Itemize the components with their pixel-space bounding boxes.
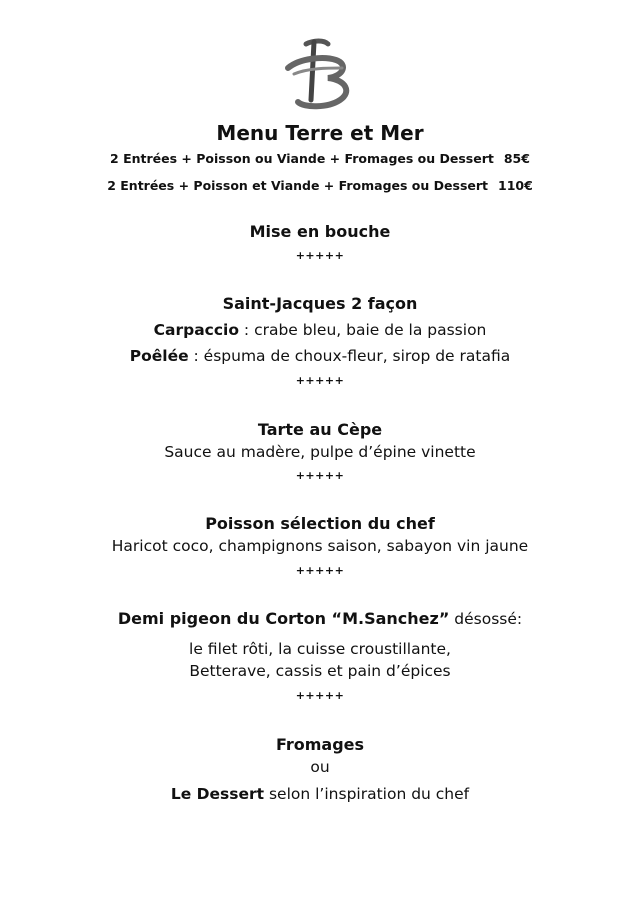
course-4-desc: Haricot coco, champignons saison, sabayon vin jaune xyxy=(111,537,529,555)
course-6-dessert-text: selon l’inspiration du chef xyxy=(264,785,470,803)
separator: +++++ xyxy=(295,469,345,482)
separator: +++++ xyxy=(295,249,345,262)
course-5-desc-2: Betterave, cassis et pain d’épices xyxy=(189,662,451,680)
course-2-line-2 xyxy=(0,347,640,365)
course-6-title: Fromages xyxy=(275,735,365,754)
menu-title: Menu Terre et Mer xyxy=(216,121,424,145)
course-5-desc-1: le filet rôti, la cuisse croustillante, xyxy=(189,640,451,658)
separator: +++++ xyxy=(295,374,345,387)
course-1-title: Mise en bouche xyxy=(249,222,391,241)
price-line-2 xyxy=(0,178,640,193)
course-6-dessert-line xyxy=(0,785,640,803)
course-2-title: Saint-Jacques 2 façon xyxy=(222,294,418,313)
separator: +++++ xyxy=(295,689,345,702)
restaurant-logo-icon xyxy=(284,38,356,112)
course-2-line-2-label: Poêlée xyxy=(129,347,189,365)
course-2-line-1 xyxy=(0,321,640,339)
course-2-line-1-label: Carpaccio xyxy=(153,321,239,339)
course-6-or: ou xyxy=(310,758,330,776)
price-line-2-text: 2 Entrées + Poisson et Viande + Fromages ou Dessert xyxy=(107,178,488,193)
course-5-title-line xyxy=(0,609,640,628)
price-line-1-text: 2 Entrées + Poisson ou Viande + Fromages ou Dessert xyxy=(110,151,494,166)
price-line-1 xyxy=(0,151,640,166)
price-line-1-amount: 85€ xyxy=(503,151,530,166)
course-3-desc: Sauce au madère, pulpe d’épine vinette xyxy=(164,443,476,461)
separator: +++++ xyxy=(295,564,345,577)
course-5-title: Demi pigeon du Corton “M.Sanchez” xyxy=(117,609,450,628)
course-5-title-suffix: désossé: xyxy=(449,610,523,628)
course-2-line-2-text: : éspuma de choux-fleur, sirop de ratafia xyxy=(188,347,511,365)
course-3-title: Tarte au Cèpe xyxy=(257,420,383,439)
price-line-2-amount: 110€ xyxy=(498,178,533,193)
course-4-title: Poisson sélection du chef xyxy=(205,514,435,533)
course-6-dessert-label: Le Dessert xyxy=(170,785,265,803)
course-2-line-1-text: : crabe bleu, baie de la passion xyxy=(239,321,487,339)
